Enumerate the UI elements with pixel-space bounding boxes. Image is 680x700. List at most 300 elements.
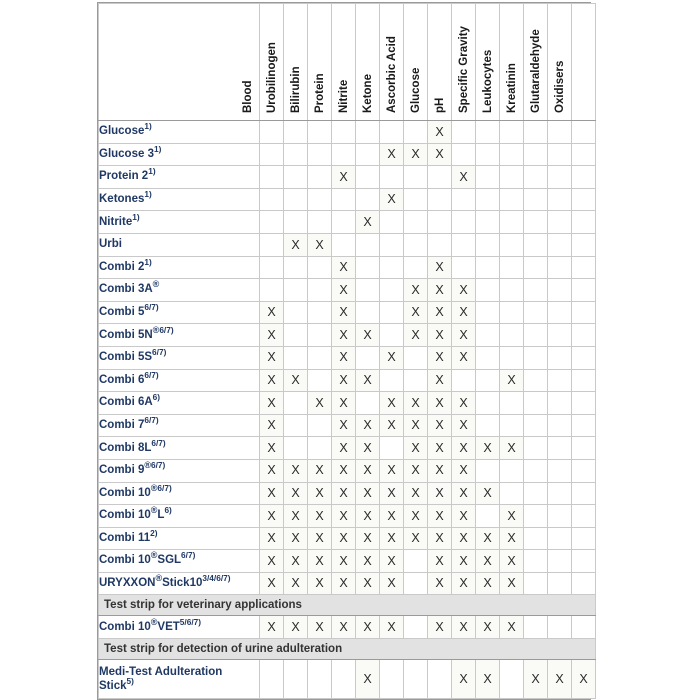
parameter-checked-bilirubin: X [308, 392, 332, 415]
footnote-reference: 5/6/7) [179, 616, 201, 627]
parameter-empty-kreatinin [524, 392, 548, 415]
parameter-empty-oxidisers [572, 233, 596, 256]
parameter-checked-urobilinogen: X [284, 369, 308, 392]
parameter-checked-ketone: X [380, 505, 404, 528]
product-name-text: Combi 10 [99, 509, 151, 522]
product-name-text: Combi 8L [99, 441, 152, 454]
parameter-empty-kreatinin [524, 550, 548, 573]
parameter-empty-ketone [380, 166, 404, 189]
product-name-cell [99, 211, 260, 234]
table-row [99, 301, 596, 324]
parameter-empty-specific_gravity [476, 233, 500, 256]
parameter-empty-urobilinogen [284, 166, 308, 189]
parameter-empty-urobilinogen [284, 301, 308, 324]
parameter-empty-bilirubin [308, 346, 332, 369]
footnote-reference: 1) [144, 121, 152, 132]
parameter-checked-urobilinogen: X [284, 527, 308, 550]
parameter-checked-ph: X [452, 550, 476, 573]
parameter-empty-specific_gravity [476, 346, 500, 369]
parameter-empty-blood [260, 256, 284, 279]
parameter-checked-ph: X [452, 572, 476, 595]
parameter-empty-glucose [428, 188, 452, 211]
parameter-checked-protein: X [332, 616, 356, 639]
parameter-empty-oxidisers [572, 505, 596, 528]
parameter-checked-specific_gravity: X [476, 527, 500, 550]
product-name-cell [99, 572, 260, 595]
parameter-checked-bilirubin: X [308, 572, 332, 595]
parameter-checked-protein: X [332, 324, 356, 347]
parameter-empty-bilirubin [308, 256, 332, 279]
parameter-empty-bilirubin [308, 211, 332, 234]
product-name-cell [99, 121, 260, 144]
parameter-empty-ascorbic_acid [404, 233, 428, 256]
parameter-checked-protein: X [332, 369, 356, 392]
parameter-empty-kreatinin [524, 256, 548, 279]
column-header-label: Ascorbic Acid [386, 36, 398, 113]
column-header-label: Specific Gravity [458, 26, 470, 113]
parameter-checked-ketone: X [380, 392, 404, 415]
parameter-empty-kreatinin [524, 233, 548, 256]
parameter-empty-specific_gravity [476, 301, 500, 324]
parameter-checked-nitrite: X [356, 437, 380, 460]
table-row [99, 279, 596, 302]
parameter-checked-urobilinogen: X [284, 572, 308, 595]
parameter-empty-protein [332, 188, 356, 211]
parameter-checked-protein: X [332, 482, 356, 505]
parameter-checked-glucose: X [428, 572, 452, 595]
parameter-empty-oxidisers [572, 459, 596, 482]
product-name-text: Combi 10 [99, 486, 151, 499]
parameter-empty-oxidisers [572, 121, 596, 144]
parameter-empty-urobilinogen [284, 660, 308, 699]
footnote-reference: 1) [148, 166, 156, 177]
parameter-checked-ph: X [452, 459, 476, 482]
product-name-text: Combi 7 [99, 418, 145, 431]
footnote-reference: 1) [153, 143, 162, 154]
parameter-empty-ascorbic_acid [404, 256, 428, 279]
product-name-text: Combi 6 [99, 373, 145, 386]
column-header-oxidisers [554, 4, 596, 121]
product-name-cell [99, 550, 260, 573]
product-name-text: Combi 5N [99, 328, 153, 341]
parameter-empty-kreatinin [524, 143, 548, 166]
parameter-empty-specific_gravity [476, 392, 500, 415]
parameter-checked-nitrite: X [356, 550, 380, 573]
parameter-empty-ketone [380, 211, 404, 234]
column-header-label: Kreatinin [506, 63, 518, 113]
parameter-checked-ascorbic_acid: X [404, 482, 428, 505]
product-name-cell [99, 660, 260, 699]
parameter-empty-blood [260, 279, 284, 302]
parameter-empty-bilirubin [308, 166, 332, 189]
parameter-checked-nitrite: X [356, 527, 380, 550]
parameter-empty-nitrite [356, 166, 380, 189]
parameter-empty-oxidisers [572, 188, 596, 211]
parameter-empty-glutaraldehyde [548, 233, 572, 256]
product-name-suffix: L [157, 509, 165, 522]
parameter-empty-nitrite [356, 121, 380, 144]
parameter-checked-glucose: X [428, 301, 452, 324]
parameter-checked-bilirubin: X [308, 459, 332, 482]
column-header-label: Urobilinogen [266, 42, 278, 113]
registered-trademark-mark: ® [144, 460, 152, 471]
parameter-checked-urobilinogen: X [284, 459, 308, 482]
parameter-checked-specific_gravity: X [476, 616, 500, 639]
registered-trademark-mark: ® [150, 616, 158, 627]
registered-trademark-mark: ® [150, 482, 158, 493]
parameter-checked-leukocytes: X [500, 550, 524, 573]
parameter-empty-blood [260, 211, 284, 234]
product-name-cell [99, 505, 260, 528]
parameter-checked-glucose: X [428, 279, 452, 302]
parameter-checked-glucose: X [428, 143, 452, 166]
parameter-checked-ascorbic_acid: X [404, 437, 428, 460]
parameter-empty-glutaraldehyde [548, 550, 572, 573]
parameter-empty-oxidisers [572, 211, 596, 234]
parameter-checked-protein: X [332, 166, 356, 189]
parameter-checked-glucose: X [428, 527, 452, 550]
parameter-checked-urobilinogen: X [284, 505, 308, 528]
parameter-empty-bilirubin [308, 660, 332, 699]
parameter-empty-kreatinin [524, 616, 548, 639]
footnote-reference: 1) [144, 256, 152, 267]
parameter-empty-glutaraldehyde [548, 346, 572, 369]
parameter-checked-glucose: X [428, 505, 452, 528]
parameter-empty-ketone [380, 121, 404, 144]
parameter-checked-blood: X [260, 324, 284, 347]
section-header-label: Test strip for veterinary applications [99, 595, 596, 616]
parameter-empty-leukocytes [500, 459, 524, 482]
parameter-empty-specific_gravity [476, 279, 500, 302]
parameter-empty-glutaraldehyde [548, 482, 572, 505]
parameter-empty-ph [452, 256, 476, 279]
product-name-cell [99, 188, 260, 211]
parameter-checked-ketone: X [380, 482, 404, 505]
parameter-checked-blood: X [260, 414, 284, 437]
column-header-label: Protein [314, 73, 326, 113]
table-row [99, 414, 596, 437]
parameter-empty-oxidisers [572, 256, 596, 279]
parameter-empty-urobilinogen [284, 414, 308, 437]
parameter-empty-glutaraldehyde [548, 527, 572, 550]
parameter-empty-ph [452, 143, 476, 166]
parameter-empty-leukocytes [500, 188, 524, 211]
footnote-reference: 6/7) [151, 437, 166, 448]
parameter-checked-leukocytes: X [500, 527, 524, 550]
section-header-row [99, 595, 596, 616]
parameter-empty-oxidisers [572, 414, 596, 437]
registered-trademark-mark: ® [150, 505, 158, 516]
column-header-label: Glutaraldehyde [530, 29, 542, 113]
footnote-reference: 6/7) [181, 550, 196, 561]
parameter-empty-kreatinin [524, 459, 548, 482]
footnote-reference: 1) [132, 211, 140, 222]
table-row [99, 166, 596, 189]
product-name-cell [99, 369, 260, 392]
parameter-empty-leukocytes [500, 121, 524, 144]
parameter-empty-glucose [428, 166, 452, 189]
parameter-checked-blood: X [260, 301, 284, 324]
parameter-empty-leukocytes [500, 256, 524, 279]
parameter-checked-nitrite: X [356, 459, 380, 482]
parameter-checked-glucose: X [428, 482, 452, 505]
parameter-empty-ascorbic_acid [404, 572, 428, 595]
parameter-checked-specific_gravity: X [476, 437, 500, 460]
parameter-empty-bilirubin [308, 414, 332, 437]
parameter-empty-specific_gravity [476, 505, 500, 528]
table-row [99, 572, 596, 595]
parameter-empty-ascorbic_acid [404, 369, 428, 392]
parameter-checked-nitrite: X [356, 616, 380, 639]
parameter-checked-ascorbic_acid: X [404, 459, 428, 482]
column-header-label: Bilirubin [290, 66, 302, 113]
parameter-empty-blood [260, 121, 284, 144]
parameter-checked-protein: X [332, 346, 356, 369]
parameter-empty-ph [452, 121, 476, 144]
table-row [99, 660, 596, 699]
parameter-empty-urobilinogen [284, 392, 308, 415]
parameter-empty-nitrite [356, 143, 380, 166]
parameter-empty-ph [452, 211, 476, 234]
product-name-text: Combi 11 [99, 531, 151, 544]
product-name-cell [99, 143, 260, 166]
parameter-checked-protein: X [332, 459, 356, 482]
parameter-checked-nitrite: X [356, 324, 380, 347]
parameter-checked-ketone: X [380, 527, 404, 550]
parameter-empty-oxidisers [572, 346, 596, 369]
parameter-empty-blood [260, 166, 284, 189]
parameter-empty-kreatinin [524, 505, 548, 528]
parameter-empty-leukocytes [500, 392, 524, 415]
registered-trademark-mark: ® [155, 573, 163, 584]
parameter-checked-glucose: X [428, 256, 452, 279]
parameter-checked-ph: X [452, 166, 476, 189]
product-name-cell [99, 166, 260, 189]
parameter-empty-leukocytes [500, 166, 524, 189]
parameter-checked-bilirubin: X [308, 527, 332, 550]
parameter-empty-glutaraldehyde [548, 459, 572, 482]
parameter-empty-urobilinogen [284, 256, 308, 279]
parameter-empty-specific_gravity [476, 166, 500, 189]
parameter-empty-blood [260, 188, 284, 211]
parameter-checked-specific_gravity: X [476, 550, 500, 573]
matrix-body [99, 121, 596, 699]
parameter-empty-bilirubin [308, 279, 332, 302]
parameter-empty-protein [332, 660, 356, 699]
registered-trademark-mark: ® [152, 279, 160, 290]
parameter-empty-oxidisers [572, 572, 596, 595]
parameter-empty-ph [452, 233, 476, 256]
parameter-empty-specific_gravity [476, 143, 500, 166]
parameter-empty-ketone [380, 660, 404, 699]
parameter-empty-specific_gravity [476, 459, 500, 482]
parameter-checked-ascorbic_acid: X [404, 505, 428, 528]
parameter-checked-protein: X [332, 301, 356, 324]
parameter-checked-protein: X [332, 572, 356, 595]
parameter-empty-nitrite [356, 188, 380, 211]
product-name-suffix: VET [157, 620, 180, 633]
parameter-empty-ascorbic_acid [404, 616, 428, 639]
parameter-checked-specific_gravity: X [476, 572, 500, 595]
product-name-text: Medi-Test Adulteration Stick [99, 665, 223, 693]
parameter-empty-glutaraldehyde [548, 256, 572, 279]
parameter-empty-kreatinin [524, 346, 548, 369]
table-row [99, 392, 596, 415]
parameter-empty-bilirubin [308, 324, 332, 347]
parameter-checked-ascorbic_acid: X [404, 301, 428, 324]
parameter-empty-glutaraldehyde [548, 166, 572, 189]
parameter-empty-ascorbic_acid [404, 346, 428, 369]
parameter-checked-nitrite: X [356, 572, 380, 595]
section-header-label: Test strip for detection of urine adulteration [99, 639, 596, 660]
parameter-checked-protein: X [332, 527, 356, 550]
section-header-row [99, 639, 596, 660]
parameter-empty-ph [452, 188, 476, 211]
parameter-empty-urobilinogen [284, 279, 308, 302]
parameter-empty-specific_gravity [476, 188, 500, 211]
parameter-empty-specific_gravity [476, 414, 500, 437]
parameter-checked-ascorbic_acid: X [404, 414, 428, 437]
parameter-empty-glutaraldehyde [548, 437, 572, 460]
parameter-checked-glucose: X [428, 414, 452, 437]
parameter-checked-ketone: X [380, 550, 404, 573]
parameter-empty-ascorbic_acid [404, 211, 428, 234]
footnote-reference: 2) [150, 528, 158, 539]
parameter-empty-specific_gravity [476, 369, 500, 392]
parameter-checked-specific_gravity: X [476, 660, 500, 699]
parameter-empty-urobilinogen [284, 324, 308, 347]
parameter-checked-ph: X [452, 437, 476, 460]
parameter-empty-leukocytes [500, 301, 524, 324]
parameter-empty-bilirubin [308, 143, 332, 166]
parameter-checked-ph: X [452, 301, 476, 324]
parameter-empty-oxidisers [572, 527, 596, 550]
parameter-empty-kreatinin [524, 437, 548, 460]
table-row [99, 324, 596, 347]
footnote-reference: 6/7) [144, 415, 159, 426]
parameter-checked-blood: X [260, 459, 284, 482]
parameter-checked-blood: X [260, 346, 284, 369]
parameter-empty-leukocytes [500, 279, 524, 302]
table-row [99, 616, 596, 639]
parameter-empty-kreatinin [524, 482, 548, 505]
product-name-text: URYXXON [99, 577, 156, 590]
product-name-cell [99, 527, 260, 550]
parameter-empty-kreatinin [524, 369, 548, 392]
parameter-empty-kreatinin [524, 188, 548, 211]
parameter-checked-blood: X [260, 437, 284, 460]
parameter-empty-glutaraldehyde [548, 414, 572, 437]
parameter-checked-ph: X [452, 482, 476, 505]
parameter-empty-oxidisers [572, 324, 596, 347]
parameter-empty-ketone [380, 324, 404, 347]
parameter-empty-oxidisers [572, 437, 596, 460]
parameter-empty-protein [332, 211, 356, 234]
parameter-checked-nitrite: X [356, 414, 380, 437]
product-name-text: Protein 2 [99, 170, 149, 183]
parameter-empty-oxidisers [572, 550, 596, 573]
parameter-checked-urobilinogen: X [284, 482, 308, 505]
parameter-empty-urobilinogen [284, 188, 308, 211]
parameter-empty-leukocytes [500, 233, 524, 256]
product-name-text: Combi 5 [99, 305, 145, 318]
product-name-cell [99, 324, 260, 347]
parameter-empty-ketone [380, 256, 404, 279]
parameter-empty-nitrite [356, 346, 380, 369]
parameter-checked-protein: X [332, 256, 356, 279]
parameter-checked-urobilinogen: X [284, 616, 308, 639]
product-name-cell [99, 616, 260, 639]
footnote-reference: 5) [126, 676, 134, 687]
parameter-checked-ascorbic_acid: X [404, 143, 428, 166]
parameter-empty-glutaraldehyde [548, 324, 572, 347]
parameter-empty-protein [332, 233, 356, 256]
column-header-label: Blood [242, 80, 254, 113]
parameter-empty-ascorbic_acid [404, 188, 428, 211]
parameter-empty-nitrite [356, 301, 380, 324]
parameter-empty-ascorbic_acid [404, 550, 428, 573]
product-name-text: Combi 10 [99, 554, 151, 567]
parameter-empty-bilirubin [308, 188, 332, 211]
column-header-label: Oxidisers [554, 60, 566, 113]
parameter-empty-oxidisers [572, 143, 596, 166]
footnote-reference: 3/4/6/7) [202, 573, 231, 584]
parameter-checked-ph: X [452, 392, 476, 415]
parameter-checked-glutaraldehyde: X [548, 660, 572, 699]
parameter-checked-glucose: X [428, 121, 452, 144]
parameter-checked-ketone: X [380, 414, 404, 437]
parameter-empty-oxidisers [572, 166, 596, 189]
parameter-checked-blood: X [260, 572, 284, 595]
parameter-empty-blood [260, 143, 284, 166]
parameter-checked-glucose: X [428, 324, 452, 347]
parameter-checked-protein: X [332, 505, 356, 528]
parameter-checked-bilirubin: X [308, 505, 332, 528]
parameter-checked-bilirubin: X [308, 550, 332, 573]
parameter-checked-glucose: X [428, 346, 452, 369]
table-row [99, 505, 596, 528]
parameter-empty-ph [452, 369, 476, 392]
parameter-checked-bilirubin: X [308, 233, 332, 256]
parameter-checked-ketone: X [380, 143, 404, 166]
column-header-label: Leukocytes [482, 49, 494, 113]
parameter-checked-protein: X [332, 437, 356, 460]
parameter-empty-glucose [428, 660, 452, 699]
parameter-empty-specific_gravity [476, 256, 500, 279]
parameter-empty-glutaraldehyde [548, 143, 572, 166]
parameter-checked-leukocytes: X [500, 505, 524, 528]
product-name-cell [99, 301, 260, 324]
parameter-checked-glucose: X [428, 550, 452, 573]
parameter-empty-specific_gravity [476, 121, 500, 144]
product-name-cell [99, 346, 260, 369]
parameter-empty-urobilinogen [284, 437, 308, 460]
table-row [99, 211, 596, 234]
parameter-empty-glutaraldehyde [548, 369, 572, 392]
parameter-empty-leukocytes [500, 482, 524, 505]
product-name-cell [99, 459, 260, 482]
parameter-empty-glutaraldehyde [548, 616, 572, 639]
parameter-empty-oxidisers [572, 482, 596, 505]
product-name-text: Ketones [99, 192, 145, 205]
table-row [99, 143, 596, 166]
product-name-text: Glucose 3 [99, 147, 154, 160]
parameter-checked-blood: X [260, 527, 284, 550]
footnote-reference: 6/7) [159, 324, 174, 335]
parameter-checked-ascorbic_acid: X [404, 527, 428, 550]
parameter-empty-oxidisers [572, 392, 596, 415]
table-row [99, 550, 596, 573]
